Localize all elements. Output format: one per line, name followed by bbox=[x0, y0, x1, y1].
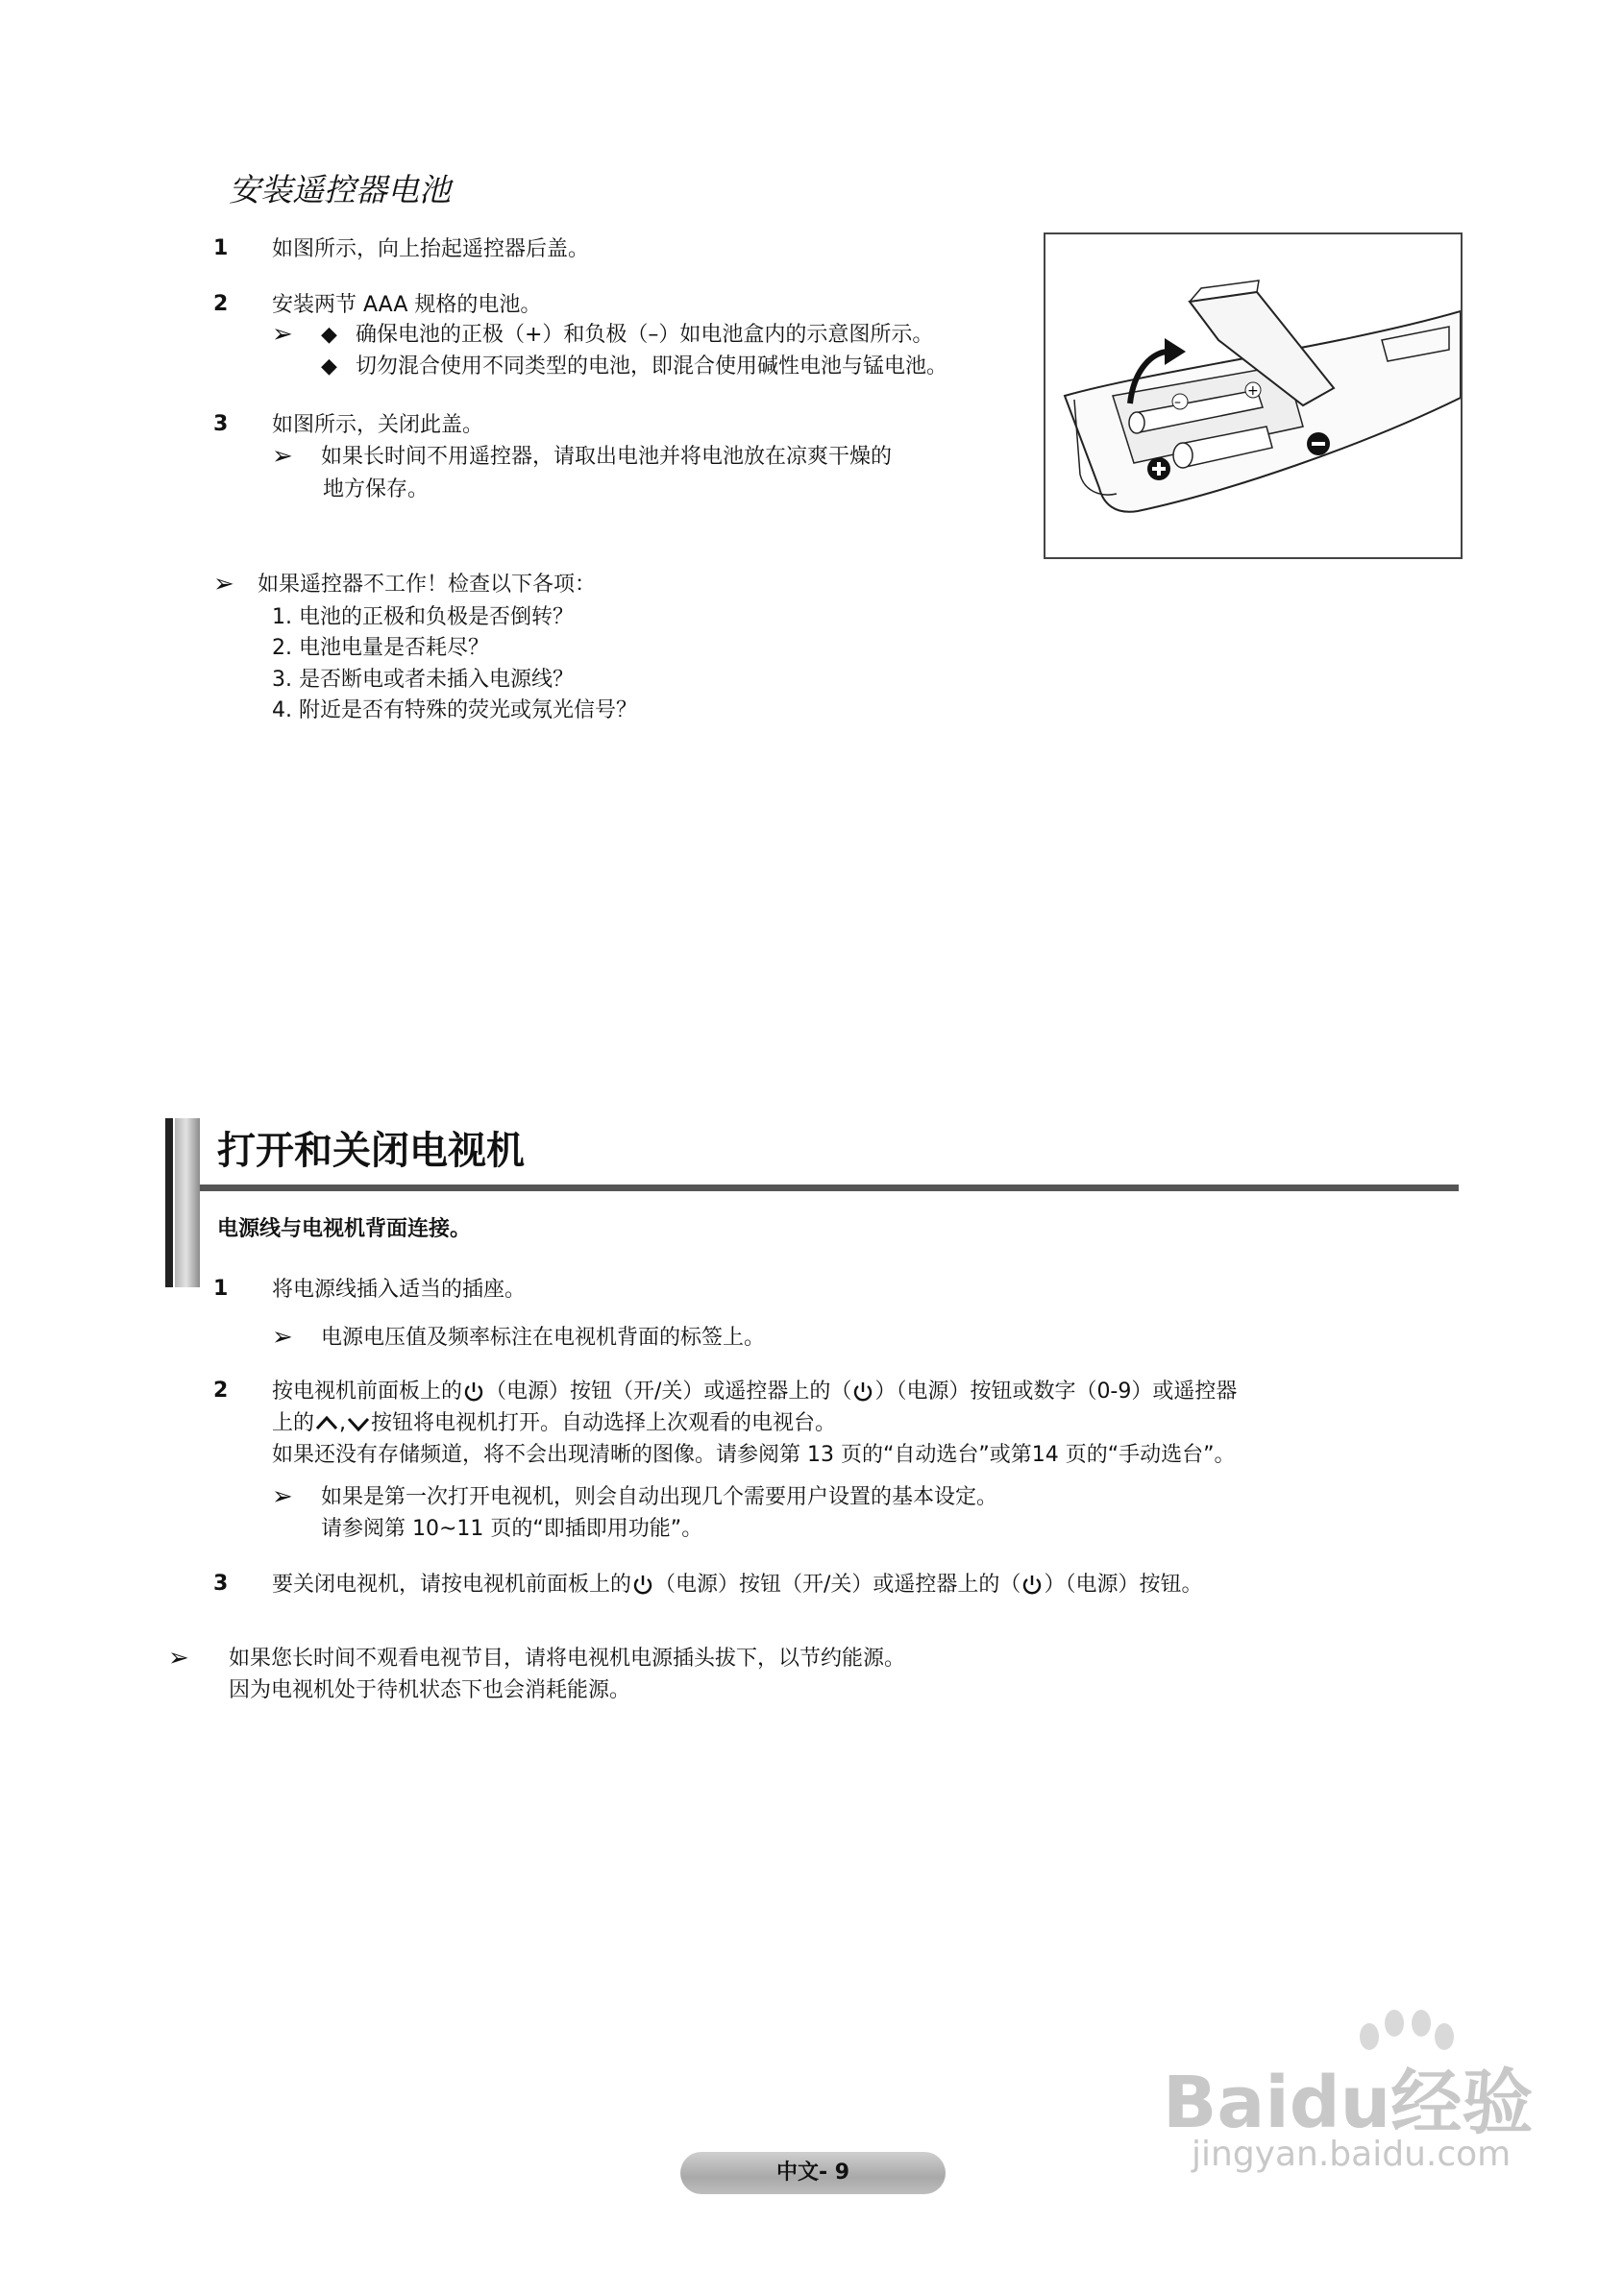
battery-section-title: 安装遥控器电池 bbox=[229, 171, 451, 208]
step-number: 3 bbox=[213, 1572, 229, 1596]
note-arrow-icon: ➢ bbox=[272, 442, 293, 471]
remote-battery-illustration bbox=[1044, 232, 1463, 559]
remote-battery-drawing bbox=[1045, 234, 1461, 557]
step-text: 如果还没有存储频道，将不会出现清晰的图像。请参阅第 13 页的“自动选台”或第14 页的“手动选台”。 bbox=[272, 1443, 1236, 1467]
section-bar-left bbox=[165, 1118, 173, 1287]
step-text bbox=[272, 1572, 1202, 1599]
step-text bbox=[272, 1379, 1237, 1405]
step-text: 如图所示，关闭此盖。 bbox=[272, 413, 484, 437]
step-text-part: 要关闭电视机，请按电视机前面板上的 bbox=[272, 1573, 632, 1597]
note-arrow-icon: ➢ bbox=[272, 1323, 293, 1352]
svg-text:+: + bbox=[1247, 383, 1259, 399]
step-text-part: ）（电源）按钮。 bbox=[1044, 1573, 1203, 1597]
power-icon bbox=[851, 1380, 874, 1404]
trouble-item: 3. 是否断电或者未插入电源线？ bbox=[272, 668, 574, 692]
final-note-text: 如果您长时间不观看电视节目，请将电视机电源插头拔下，以节约能源。 bbox=[229, 1647, 906, 1671]
page-number-pill bbox=[680, 2152, 946, 2194]
step-text: 安装两节 AAA 规格的电池。 bbox=[272, 293, 542, 317]
note-arrow-icon: ➢ bbox=[272, 1482, 293, 1511]
step-number: 2 bbox=[213, 1379, 229, 1403]
step-text-part: 按电视机前面板上的 bbox=[272, 1380, 463, 1404]
channel-up-icon bbox=[314, 1413, 339, 1434]
power-intro: 电源线与电视机背面连接。 bbox=[217, 1217, 472, 1241]
diamond-bullet-icon: ◆ bbox=[321, 354, 337, 379]
note-text: 地方保存。 bbox=[323, 477, 430, 501]
step-number: 2 bbox=[213, 292, 229, 316]
note-text: 电源电压值及频率标注在电视机背面的标签上。 bbox=[321, 1326, 766, 1350]
trouble-item: 2. 电池电量是否耗尽？ bbox=[272, 636, 489, 660]
power-icon bbox=[462, 1380, 485, 1404]
step-text-part: （电源）按钮（开/关）或遥控器上的（ bbox=[485, 1380, 852, 1404]
step-text-part: （电源）按钮（开/关）或遥控器上的（ bbox=[654, 1573, 1021, 1597]
note-text: 如果长时间不用遥控器，请取出电池并将电池放在凉爽干燥的 bbox=[321, 445, 893, 469]
note-arrow-icon: ➢ bbox=[168, 1644, 189, 1673]
page-number: 中文- 9 bbox=[775, 2161, 850, 2185]
note-arrow-icon: ➢ bbox=[272, 320, 293, 349]
note-arrow-icon: ➢ bbox=[213, 570, 234, 598]
final-note-text: 因为电视机处于待机状态下也会消耗能源。 bbox=[229, 1678, 631, 1702]
note-text: 请参阅第 10~11 页的“即插即用功能”。 bbox=[321, 1517, 703, 1541]
diamond-bullet-icon: ◆ bbox=[321, 323, 337, 347]
step-number: 3 bbox=[213, 412, 229, 436]
svg-text:–: – bbox=[1174, 395, 1181, 410]
step-text: 将电源线插入适当的插座。 bbox=[272, 1278, 527, 1302]
section-bar-gradient bbox=[175, 1118, 200, 1287]
step-text-part: 按钮将电视机打开。自动选择上次观看的电视台。 bbox=[371, 1411, 837, 1435]
trouble-item: 4. 附近是否有特殊的荧光或氖光信号？ bbox=[272, 698, 637, 722]
step-text bbox=[272, 1410, 836, 1437]
trouble-item: 1. 电池的正极和负极是否倒转？ bbox=[272, 605, 574, 629]
channel-down-icon bbox=[346, 1413, 371, 1434]
comma-separator: , bbox=[339, 1411, 347, 1435]
watermark-brand: Baidu经验 bbox=[1163, 2062, 1534, 2144]
title-rule bbox=[200, 1185, 1459, 1191]
step-text-part: ）（电源）按钮或数字（0-9）或遥控器 bbox=[874, 1380, 1238, 1404]
step-number: 1 bbox=[213, 1277, 229, 1301]
note-text: 切勿混合使用不同类型的电池，即混合使用碱性电池与锰电池。 bbox=[356, 354, 948, 379]
note-text: 确保电池的正极（+）和负极（–）如电池盒内的示意图所示。 bbox=[356, 323, 934, 347]
step-text: 如图所示，向上抬起遥控器后盖。 bbox=[272, 237, 590, 261]
trouble-title: 如果遥控器不工作！检查以下各项： bbox=[258, 573, 597, 597]
watermark-url: jingyan.baidu.com bbox=[1192, 2135, 1512, 2174]
note-text: 如果是第一次打开电视机，则会自动出现几个需要用户设置的基本设定。 bbox=[321, 1485, 998, 1509]
step-number: 1 bbox=[213, 236, 229, 260]
power-section-title: 打开和关闭电视机 bbox=[217, 1129, 525, 1173]
step-text-part: 上的 bbox=[272, 1411, 315, 1435]
power-icon bbox=[631, 1574, 654, 1597]
power-icon bbox=[1021, 1574, 1044, 1597]
